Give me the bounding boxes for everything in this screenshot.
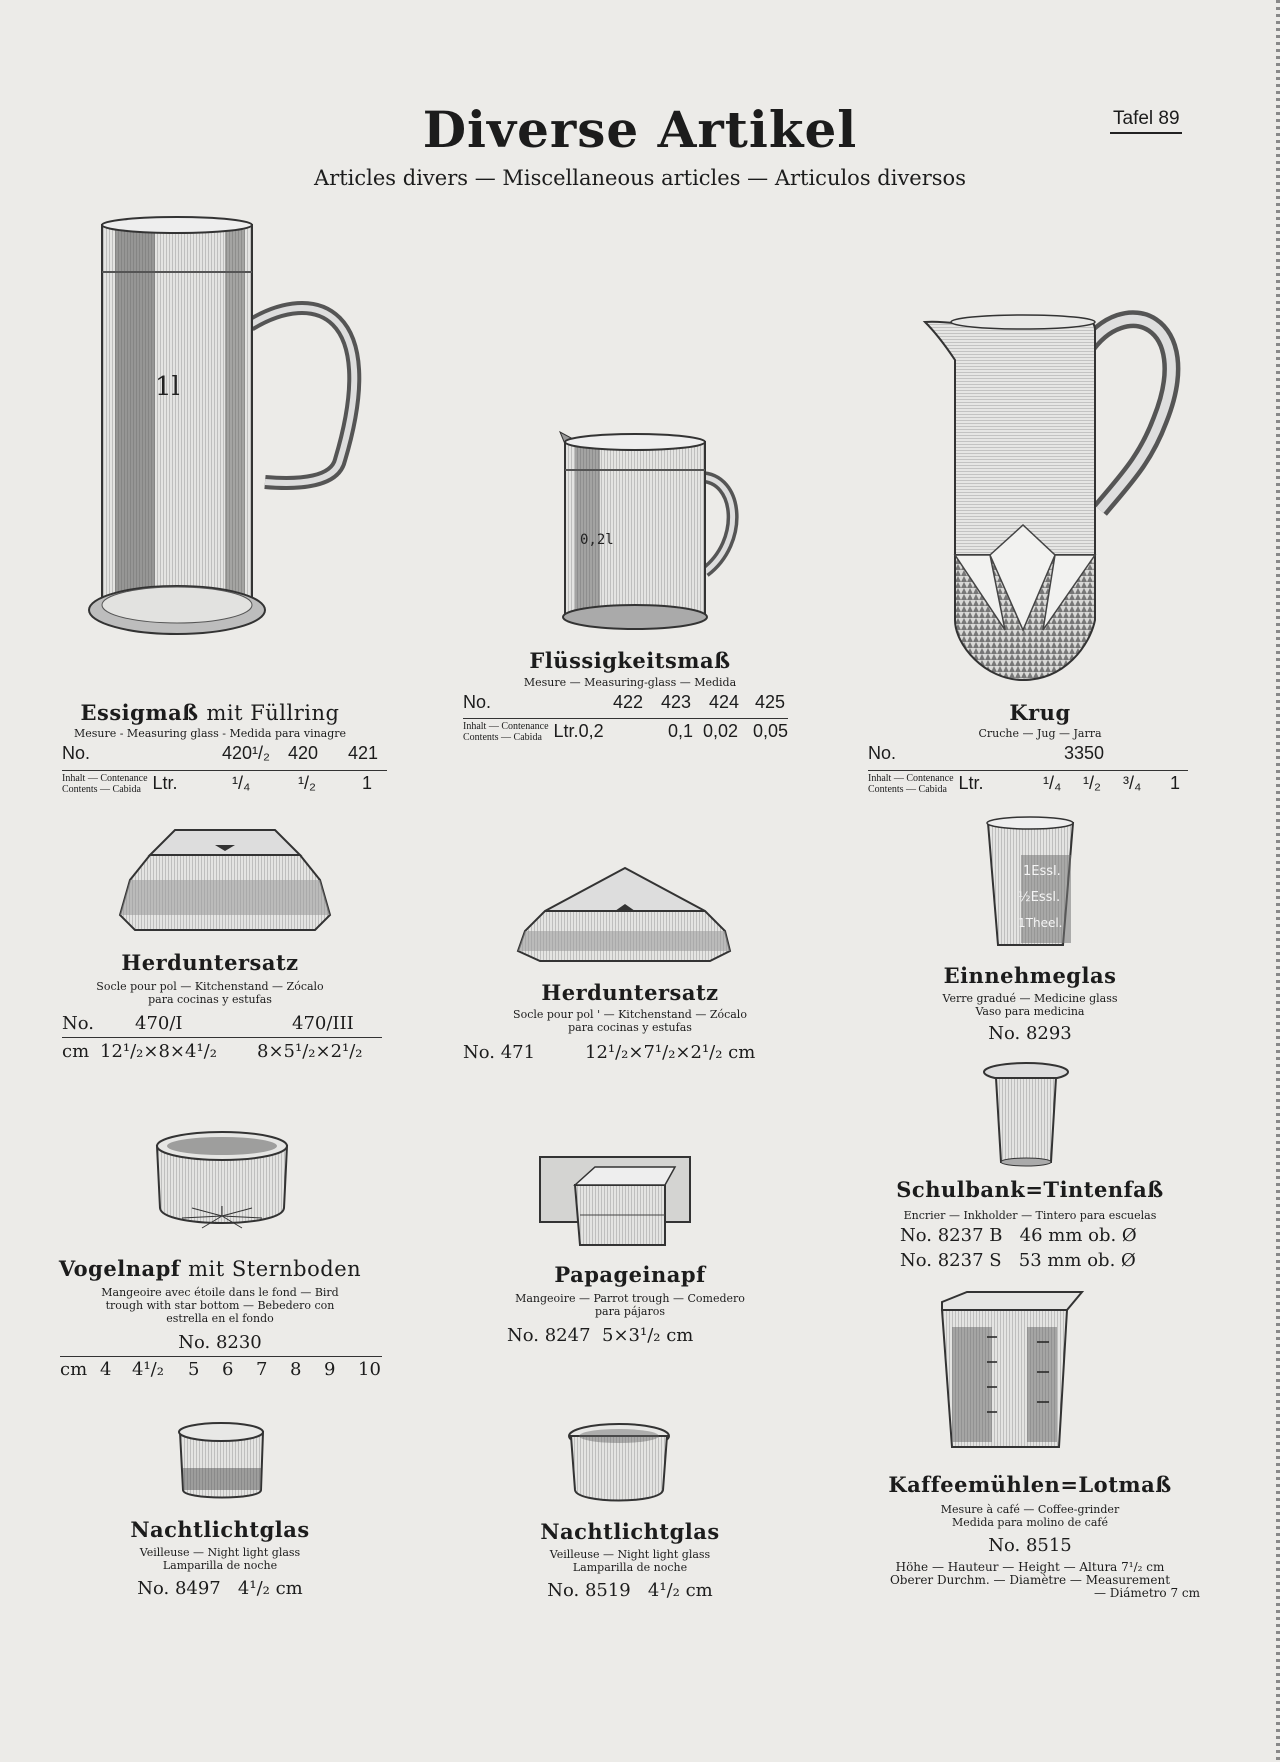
bird-trough-illustration — [152, 1128, 292, 1238]
night-light-glass-2-illustration — [565, 1422, 675, 1507]
krug-capacity-row: Inhalt — Contenance Contents — Cabida Ltr. ¹/₄ ¹/₂ ³/₄ 1 — [868, 773, 1181, 796]
coffee-grinder-measure-illustration — [937, 1292, 1087, 1457]
jug-illustration — [925, 300, 1195, 680]
measuring-glass-volume-mark: 0,2l — [580, 532, 614, 548]
medicine-glass-mark-2: ½Essl. — [1018, 890, 1061, 905]
vogelnapf-title: Vogelnapf mit Sternboden — [58, 1256, 362, 1281]
inkwell-illustration — [978, 1062, 1078, 1167]
einnehmeglas-number: No. 8293 — [988, 1023, 1072, 1044]
tintenfass-description: Encrier — Inkholder — Tintero para escuelas — [903, 1209, 1157, 1222]
essigmass-number-row: No. 420¹/₂ 420 421 — [62, 743, 379, 763]
papageinapf-info-row: No. 8247 5×3¹/₂ cm — [507, 1325, 694, 1346]
herduntersatz-470-description: Socle pour pol — Kitchenstand — Zócalo para cocinas y estufas — [96, 980, 324, 1006]
essigmass-illustration — [85, 220, 385, 680]
herduntersatz-470-title: Herduntersatz — [121, 950, 299, 975]
fluessigkeitsmass-divider — [463, 718, 788, 719]
krug-title: Krug — [1009, 700, 1071, 725]
herduntersatz-471-description: Socle pour pol ' — Kitchenstand — Zócalo para cocinas y estufas — [513, 1008, 747, 1034]
medicine-glass-mark-3: 1Theel. — [1018, 916, 1063, 930]
kaffeemuehle-number: No. 8515 — [988, 1535, 1072, 1556]
essigmass-description: Mesure - Measuring glass - Medida para vinagre — [73, 727, 347, 740]
fluessigkeitsmass-capacity-row: Inhalt — Contenance Contents — Cabida Ltr.0,2 0,1 0,02 0,05 — [463, 721, 789, 744]
stove-stand-small-illustration — [510, 866, 740, 966]
kaffeemuehle-description: Mesure à café — Coffee-grinder Medida para molino de café — [940, 1503, 1120, 1529]
einnehmeglas-title: Einnehmeglas — [943, 963, 1117, 988]
herduntersatz-470-number-row: No. 470/I 470/III — [62, 1013, 354, 1034]
measuring-glass-illustration — [550, 432, 750, 632]
nachtlicht-8497-info: No. 8497 4¹/₂ cm — [137, 1578, 303, 1599]
stove-stand-large-illustration — [105, 825, 345, 935]
vogelnapf-divider — [60, 1356, 382, 1357]
parrot-trough-illustration — [535, 1155, 695, 1255]
fluessigkeitsmass-title: Flüssigkeitsmaß — [529, 648, 731, 673]
herduntersatz-470-divider — [62, 1037, 382, 1038]
herduntersatz-471-info-row: No. 471 12¹/₂×7¹/₂×2¹/₂ cm — [463, 1042, 756, 1063]
krug-divider — [868, 770, 1188, 771]
essigmass-divider — [62, 770, 387, 771]
nachtlicht-8497-title: Nachtlichtglas — [130, 1517, 310, 1542]
tintenfass-title: Schulbank=Tintenfaß — [896, 1177, 1164, 1202]
kaffeemuehle-height-spec: Höhe — Hauteur — Height — Altura 7¹/₂ cm — [895, 1560, 1165, 1574]
fluessigkeitsmass-number-row: No. 422 423 424 425 — [463, 692, 786, 712]
page-edge-perforation — [1276, 0, 1280, 1762]
vogelnapf-size-row: cm 4 4¹/₂ 5 6 7 8 9 10 — [60, 1359, 381, 1380]
kaffeemuehle-title: Kaffeemühlen=Lotmaß — [888, 1472, 1172, 1497]
herduntersatz-470-size-row: cm 12¹/₂×8×4¹/₂ 8×5¹/₂×2¹/₂ — [62, 1041, 363, 1062]
nachtlicht-8497-description: Veilleuse — Night light glass Lamparilla de noche — [139, 1546, 301, 1572]
medicine-glass-mark-1: 1Essl. — [1023, 864, 1061, 879]
kaffeemuehle-diameter-spec: Oberer Durchm. — Diamètre — Measurement — [889, 1573, 1171, 1587]
night-light-glass-1-illustration — [175, 1420, 270, 1500]
tintenfass-size-b: No. 8237 B 46 mm ob. Ø — [900, 1225, 1137, 1246]
papageinapf-title: Papageinapf — [554, 1262, 706, 1287]
vogelnapf-description: Mangeoire avec étoile dans le fond — Bird trough with star bottom — Bebedero con estrella en el fondo — [101, 1286, 339, 1325]
herduntersatz-471-title: Herduntersatz — [541, 980, 719, 1005]
nachtlicht-8519-description: Veilleuse — Night light glass Lamparilla de noche — [549, 1548, 711, 1574]
vogelnapf-number: No. 8230 — [178, 1332, 262, 1353]
page-subtitle: Articles divers — Miscellaneous articles — Articulos diversos — [314, 166, 966, 190]
medicine-glass-illustration — [983, 815, 1083, 955]
kaffeemuehle-diameter-value: — Diámetro 7 cm — [1093, 1586, 1200, 1600]
nachtlicht-8519-info: No. 8519 4¹/₂ cm — [547, 1580, 713, 1601]
essigmass-capacity-row: Inhalt — Contenance Contents — Cabida Ltr. ¹/₄ ¹/₂ 1 — [62, 773, 373, 796]
page-title: Diverse Artikel — [422, 100, 858, 159]
einnehmeglas-description: Verre gradué — Medicine glass Vaso para medicina — [942, 992, 1118, 1018]
essigmass-title: Essigmaß mit Füllring — [80, 700, 340, 725]
papageinapf-description: Mangeoire — Parrot trough — Comedero para pájaros — [515, 1292, 745, 1318]
tintenfass-size-s: No. 8237 S 53 mm ob. Ø — [900, 1250, 1136, 1271]
essigmass-volume-mark: 1l — [155, 372, 180, 402]
krug-number-row: No. 3350 — [868, 743, 1105, 763]
plate-number: Tafel 89 — [1110, 108, 1182, 134]
fluessigkeitsmass-description: Mesure — Measuring-glass — Medida — [523, 676, 737, 689]
krug-description: Cruche — Jug — Jarra — [978, 727, 1102, 740]
nachtlicht-8519-title: Nachtlichtglas — [540, 1519, 720, 1544]
